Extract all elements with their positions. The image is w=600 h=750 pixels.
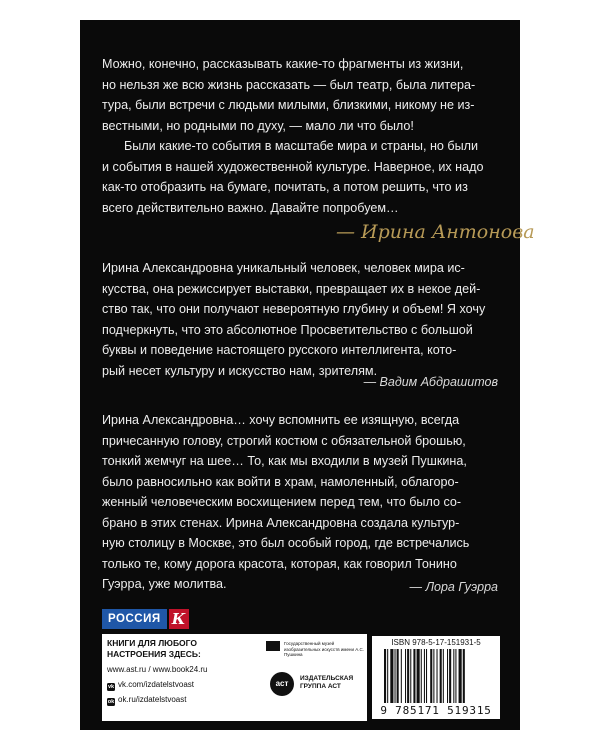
quote-line: Гуэрра, уже молитва.	[102, 577, 227, 591]
quote-line: рый несет культуру и искусство нам, зрителям.	[102, 363, 378, 378]
quote-line: только те, кому дорога красота, которая, как говорил Тонино	[102, 556, 457, 571]
quote-line: Ирина Александровна уникальный человек, человек мира ис-	[102, 261, 465, 275]
ok-text: ok.ru/izdatelstvoast	[118, 695, 187, 704]
back-cover	[80, 20, 535, 730]
quote-line: кусства, она режиссирует выставки, превращает их в некое дей-	[102, 281, 481, 296]
ast-logo: аст	[270, 672, 294, 696]
quote-line: Были какие-то события в масштабе мира и страны, но были	[124, 139, 479, 153]
quote-line: ную столицу в Москве, это был особый город, где встречались	[102, 536, 470, 550]
author-abdrashitov: — Вадим Абдрашитов	[363, 375, 498, 389]
vk-link	[107, 680, 194, 691]
ok-link	[107, 695, 186, 706]
quote-line: но нельзя же всю жизнь рассказать — был театр, была литера-	[102, 77, 476, 92]
barcode-panel	[372, 636, 500, 719]
quote-line: Можно, конечно, рассказывать какие-то фрагменты из жизни,	[102, 57, 464, 71]
quote-line: тонкий жемчуг на шее… То, как мы входили в музей Пушкина,	[102, 454, 467, 468]
vk-icon: vk	[107, 684, 115, 690]
quote-line: причесанную голову, строгий костюм с обязательной брошью,	[102, 433, 466, 448]
quote-line: было равносильно как войти в храм, намоленный, облагоро-	[102, 474, 459, 489]
quote-line: вестными, но родными по духу, — мало ли что было!	[102, 118, 414, 133]
rossiya-logo: РОССИЯ	[102, 609, 167, 629]
quote-line: Ирина Александровна… хочу вспомнить ее изящную, всегда	[102, 413, 460, 427]
barcode-number: 9 785171 519315	[380, 704, 492, 717]
barcode-icon	[384, 649, 488, 703]
quote-line: брано в этих стенах. Ирина Александровна создала культур-	[102, 515, 460, 530]
isbn-text: ISBN 978-5-17-151931-5	[391, 638, 481, 647]
quote-line: подчеркнуть, что это абсолютное Просветительство с большой	[102, 322, 473, 337]
quote-guerra	[102, 410, 502, 595]
quote-line: ство так, что они получают невероятную глубину и объем! Я хочу	[102, 302, 486, 316]
kultura-logo: К	[169, 609, 189, 629]
quote-line: как-то отобразить на бумаге, почитать, а потом решить, что из	[102, 180, 468, 194]
museum-building-icon	[266, 641, 280, 651]
signature-text: — Ирина Антонова	[336, 221, 535, 243]
quote-line: всего действительно важно. Давайте попробуем…	[102, 200, 399, 215]
tv-channel-logos	[102, 608, 189, 630]
quote-line: женный человеческим восхищением перед тем, что было со-	[102, 495, 462, 509]
quote-line: тура, были встречи с людьми милыми, близкими, никому не из-	[102, 98, 475, 112]
museum-logo	[266, 641, 366, 658]
quote-antonova	[102, 54, 502, 218]
quote-line: буквы и поведение настоящего русского интеллигента, кото-	[102, 343, 457, 357]
quote-line: и события в нашей художественной культуре. Наверное, их надо	[102, 159, 484, 174]
info-title: КНИГИ ДЛЯ ЛЮБОГО НАСТРОЕНИЯ ЗДЕСЬ:	[107, 638, 201, 659]
publisher-info-panel	[102, 634, 367, 721]
author-guerra: — Лора Гуэрра	[409, 580, 498, 594]
handwritten-signature	[332, 210, 535, 250]
odnoklassniki-icon: ok	[107, 699, 115, 705]
vk-text: vk.com/izdatelstvoast	[118, 680, 195, 689]
publisher-name: ИЗДАТЕЛЬСКАЯ ГРУППА АСТ	[300, 675, 354, 690]
quote-abdrashitov	[102, 258, 502, 381]
museum-name: Государственный музей изобразительных искусств имени А.С. Пушкина	[284, 641, 364, 657]
websites: www.ast.ru / www.book24.ru	[107, 665, 208, 674]
